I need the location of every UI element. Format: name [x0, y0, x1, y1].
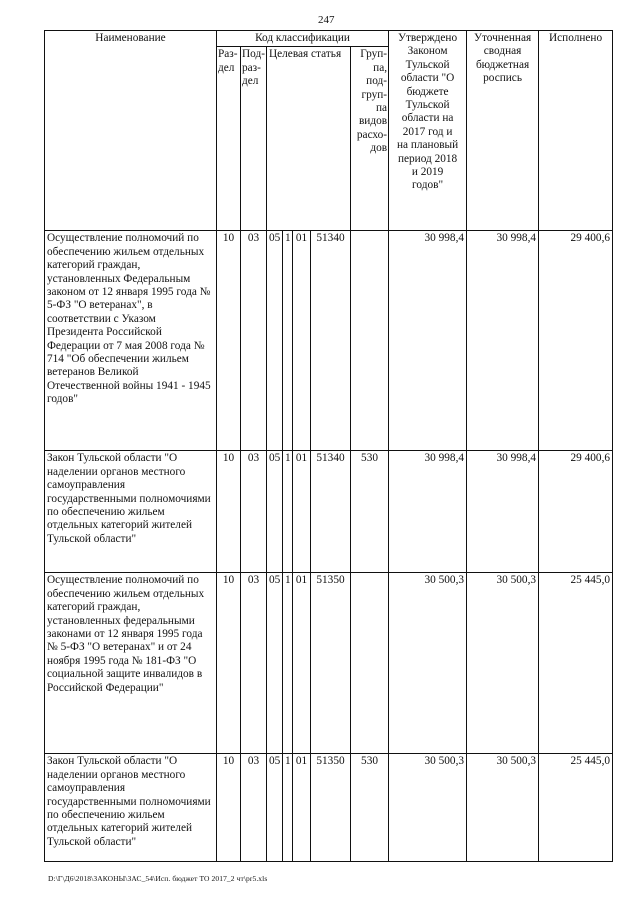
- header-code-group: Код классификации: [217, 31, 389, 47]
- row-razdel: 10: [217, 573, 241, 754]
- row-name: Закон Тульской области "О наделении органов местного самоуправления государственными полномочиями по обеспечению жильем отдельных категорий жителей Тульской области": [45, 754, 217, 862]
- row-target-c1: 05: [267, 451, 283, 573]
- row-approved: 30 998,4: [389, 451, 467, 573]
- row-executed: 25 445,0: [539, 754, 613, 862]
- row-target-c4: 51350: [311, 754, 351, 862]
- header-executed: Исполнено: [539, 31, 613, 231]
- page-number: 247: [318, 14, 335, 26]
- row-group: 530: [351, 754, 389, 862]
- row-executed: 29 400,6: [539, 451, 613, 573]
- table-row: [45, 231, 613, 451]
- row-target-c4: 51340: [311, 231, 351, 451]
- header-razdel: Раз- дел: [217, 47, 241, 231]
- row-target-c3: 01: [293, 231, 311, 451]
- row-target-c2: 1: [283, 451, 293, 573]
- row-group: [351, 573, 389, 754]
- row-executed: 29 400,6: [539, 231, 613, 451]
- row-podrazdel: 03: [241, 231, 267, 451]
- row-target-c4: 51350: [311, 573, 351, 754]
- table-row: [45, 573, 613, 754]
- header-podrazdel: Под- раз- дел: [241, 47, 267, 231]
- row-refined: 30 998,4: [467, 231, 539, 451]
- row-razdel: 10: [217, 754, 241, 862]
- row-podrazdel: 03: [241, 451, 267, 573]
- row-name: Осуществление полномочий по обеспечению жильем отдельных категорий граждан, установленных Федеральным законом от 12 января 1995 года № 5-ФЗ "О ветеранах", в соответствии с Указом Президента Российской Федерации от 7 мая 2008 года № 714 "Об обеспечении жильем ветеранов Великой Отечественной войны 1941 - 1945 годов": [45, 231, 217, 451]
- row-name: Закон Тульской области "О наделении органов местного самоуправления государственными полномочиями по обеспечению жильем отдельных категорий жителей Тульской области": [45, 451, 217, 573]
- row-name: Осуществление полномочий по обеспечению жильем отдельных категорий граждан, установленных федеральными законами от 12 января 1995 года № 5-ФЗ "О ветеранах" и от 24 ноября 1995 года № 181-ФЗ "О социальной защите инвалидов в Российской Федерации": [45, 573, 217, 754]
- row-podrazdel: 03: [241, 573, 267, 754]
- row-target-c3: 01: [293, 451, 311, 573]
- row-target-c2: 1: [283, 231, 293, 451]
- row-target-c2: 1: [283, 754, 293, 862]
- budget-table: [44, 30, 613, 862]
- file-path-footer: D:\Г\Д6\2018\ЗАКОНЫ\ЗАС_54\Исп. бюджет ТО 2017_2 чт\pr5.xls: [48, 874, 268, 883]
- row-target-c4: 51340: [311, 451, 351, 573]
- row-approved: 30 500,3: [389, 754, 467, 862]
- row-approved: 30 998,4: [389, 231, 467, 451]
- row-group: 530: [351, 451, 389, 573]
- table-row: [45, 451, 613, 573]
- row-razdel: 10: [217, 451, 241, 573]
- header-group: Груп- па, под- груп- па видов расхо- дов: [351, 47, 389, 231]
- header-refined: Уточненная сводная бюджетная роспись: [467, 31, 539, 231]
- row-refined: 30 500,3: [467, 754, 539, 862]
- header-approved: Утверждено Законом Тульской области "О бюджете Тульской области на 2017 год и на плановый период 2018 и 2019 годов": [389, 31, 467, 231]
- row-target-c1: 05: [267, 231, 283, 451]
- row-target-c1: 05: [267, 573, 283, 754]
- header-target-article: Целевая статья: [267, 47, 351, 231]
- row-razdel: 10: [217, 231, 241, 451]
- header-name: Наименование: [45, 31, 217, 231]
- row-executed: 25 445,0: [539, 573, 613, 754]
- row-group: [351, 231, 389, 451]
- row-target-c1: 05: [267, 754, 283, 862]
- row-refined: 30 500,3: [467, 573, 539, 754]
- row-approved: 30 500,3: [389, 573, 467, 754]
- row-target-c2: 1: [283, 573, 293, 754]
- row-refined: 30 998,4: [467, 451, 539, 573]
- row-target-c3: 01: [293, 573, 311, 754]
- row-target-c3: 01: [293, 754, 311, 862]
- table-row: [45, 754, 613, 862]
- row-podrazdel: 03: [241, 754, 267, 862]
